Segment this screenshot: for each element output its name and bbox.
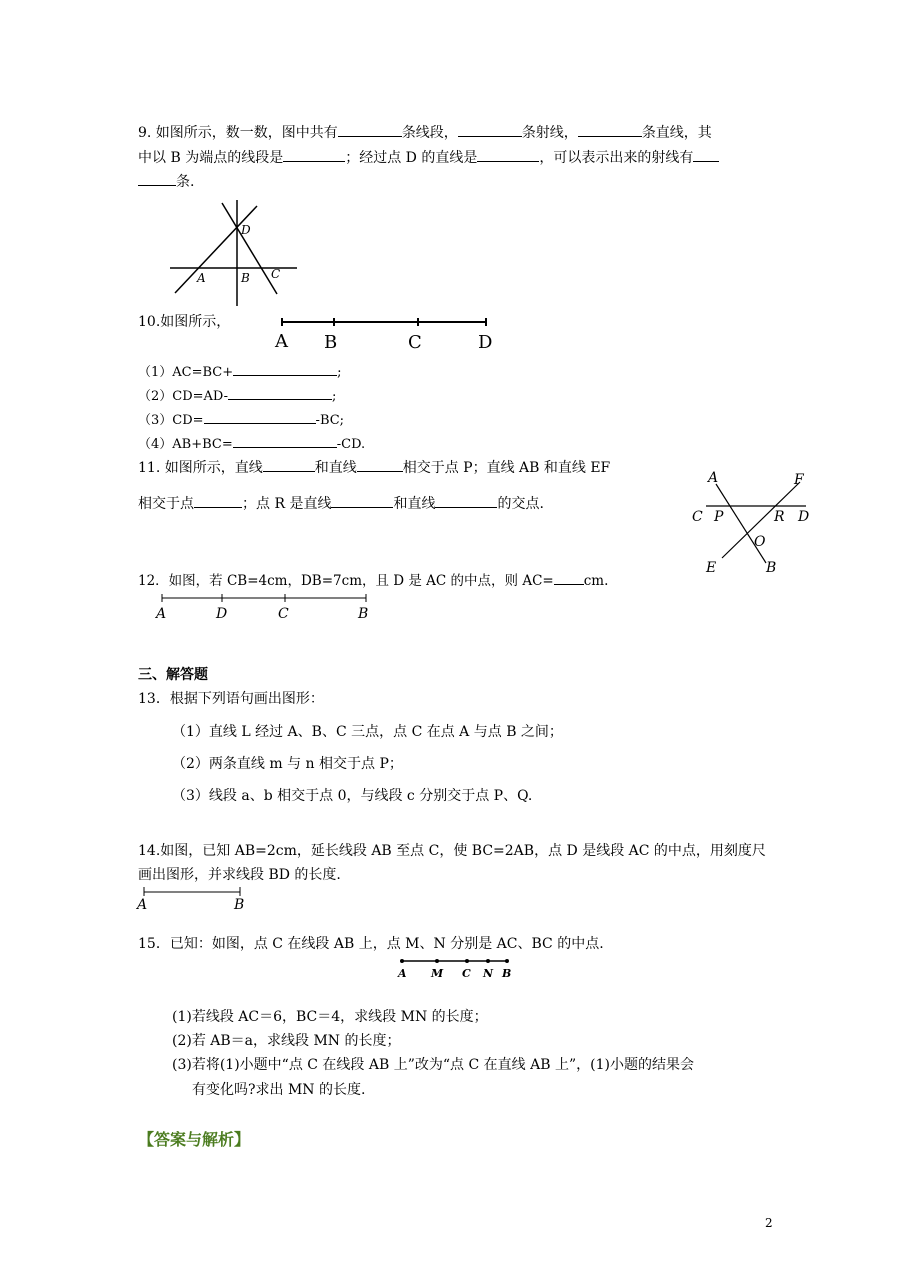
q10-item-1: （1）AC=BC+ ; — [138, 361, 342, 382]
q13-intro: 13．根据下列语句画出图形： — [138, 691, 324, 707]
q9-blank-lines — [578, 122, 642, 137]
q9-figure — [165, 198, 305, 308]
q15-label-m: M — [431, 967, 444, 980]
q14-line-1: 14.如图，已知 AB=2cm，延长线段 AB 至点 C，使 BC=2AB，点 D 是线段 AC 的中点，用刻度尺 — [138, 843, 766, 859]
q15-item-2: (2)若 AB＝a，求线段 MN 的长度； — [172, 1033, 401, 1049]
q9-blank-d-lines — [477, 147, 539, 162]
q15-figure — [395, 955, 520, 983]
q12-text: 12．如图，若 CB=4cm，DB=7cm，且 D 是 AC 的中点，则 AC= cm. — [138, 570, 608, 590]
section-heading: 三、解答题 — [138, 667, 208, 683]
q9-blank-b-segments — [283, 147, 345, 162]
q11-label-o: O — [754, 534, 766, 550]
q11-label-e: E — [706, 560, 717, 576]
q10-label-d: D — [478, 332, 493, 353]
q15-item-3: (3)若将(1)小题中“点 C 在线段 AB 上”改为“点 C 在直线 AB 上”，(1)小题的结果会 — [172, 1057, 694, 1073]
q11-label-d: D — [798, 509, 810, 525]
q11-label-p: P — [714, 509, 724, 525]
q9-blank-rays — [458, 122, 522, 137]
q11-line-2: 相交于点 ；点 R 是直线 和直线 的交点. — [138, 493, 544, 513]
q14-label-a: A — [137, 897, 148, 913]
q9-line-2: 中以 B 为端点的线段是 ；经过点 D 的直线是 ，可以表示出来的射线有 — [138, 147, 719, 167]
q15-intro: 15．已知：如图，点 C 在线段 AB 上，点 M、N 分别是 AC、BC 的中点. — [138, 936, 604, 952]
q9-blank-rays-count — [693, 147, 719, 162]
q9-label-d: D — [241, 223, 251, 237]
q15-item-1: (1)若线段 AC＝6，BC＝4，求线段 MN 的长度； — [172, 1009, 488, 1025]
q11-label-b: B — [766, 560, 777, 576]
q13-item-2: （2）两条直线 m 与 n 相交于点 P； — [172, 756, 403, 772]
q12-figure — [150, 592, 380, 626]
q10-item-3: （3）CD= -BC; — [138, 409, 344, 430]
q10-label-b: B — [324, 332, 338, 353]
answer-heading: 【答案与解析】 — [138, 1130, 251, 1149]
q13-item-1: （1）直线 L 经过 A、B、C 三点，点 C 在点 A 与点 B 之间； — [172, 724, 563, 740]
q15-label-c: C — [462, 967, 471, 980]
q10-intro: 10.如图所示， — [138, 314, 231, 330]
q15-label-n: N — [483, 967, 494, 980]
q15-label-b: B — [502, 967, 512, 980]
q14-figure — [136, 884, 256, 914]
q11-label-r: R — [774, 509, 785, 525]
q10-item-2: （2）CD=AD- ; — [138, 385, 336, 406]
q9-line-3: 条. — [138, 171, 194, 191]
page-number: 2 — [765, 1216, 773, 1230]
q12-label-a: A — [156, 606, 167, 622]
q10-item-4: （4）AB+BC= -CD. — [138, 433, 365, 454]
q9-label-a: A — [197, 271, 206, 285]
q15-item-3-cont: 有变化吗?求出 MN 的长度. — [192, 1082, 366, 1098]
q10-figure — [272, 313, 502, 353]
q10-label-a: A — [275, 331, 288, 352]
q15-label-a: A — [398, 967, 407, 980]
q9-blank-segments — [338, 122, 402, 137]
q11-label-c: C — [692, 509, 703, 525]
q14-line-2: 画出图形，并求线段 BD 的长度. — [138, 867, 341, 883]
q12-label-d: D — [216, 606, 228, 622]
q12-label-b: B — [358, 606, 369, 622]
q14-label-b: B — [234, 897, 245, 913]
q11-label-f: F — [794, 472, 804, 488]
q10-label-c: C — [408, 332, 422, 353]
q13-item-3: （3）线段 a、b 相交于点 0，与线段 c 分别交于点 P、Q. — [172, 788, 533, 804]
q9-line-1: 9. 如图所示，数一数，图中共有 条线段， 条射线， 条直线，其 — [138, 122, 712, 142]
q11-line-1: 11. 如图所示，直线 和直线 相交于点 P；直线 AB 和直线 EF — [138, 457, 610, 477]
q9-label-b: B — [241, 271, 250, 285]
q12-label-c: C — [278, 606, 289, 622]
q9-label-c: C — [271, 267, 281, 281]
q11-label-a: A — [708, 470, 719, 486]
q11-figure — [688, 466, 818, 581]
